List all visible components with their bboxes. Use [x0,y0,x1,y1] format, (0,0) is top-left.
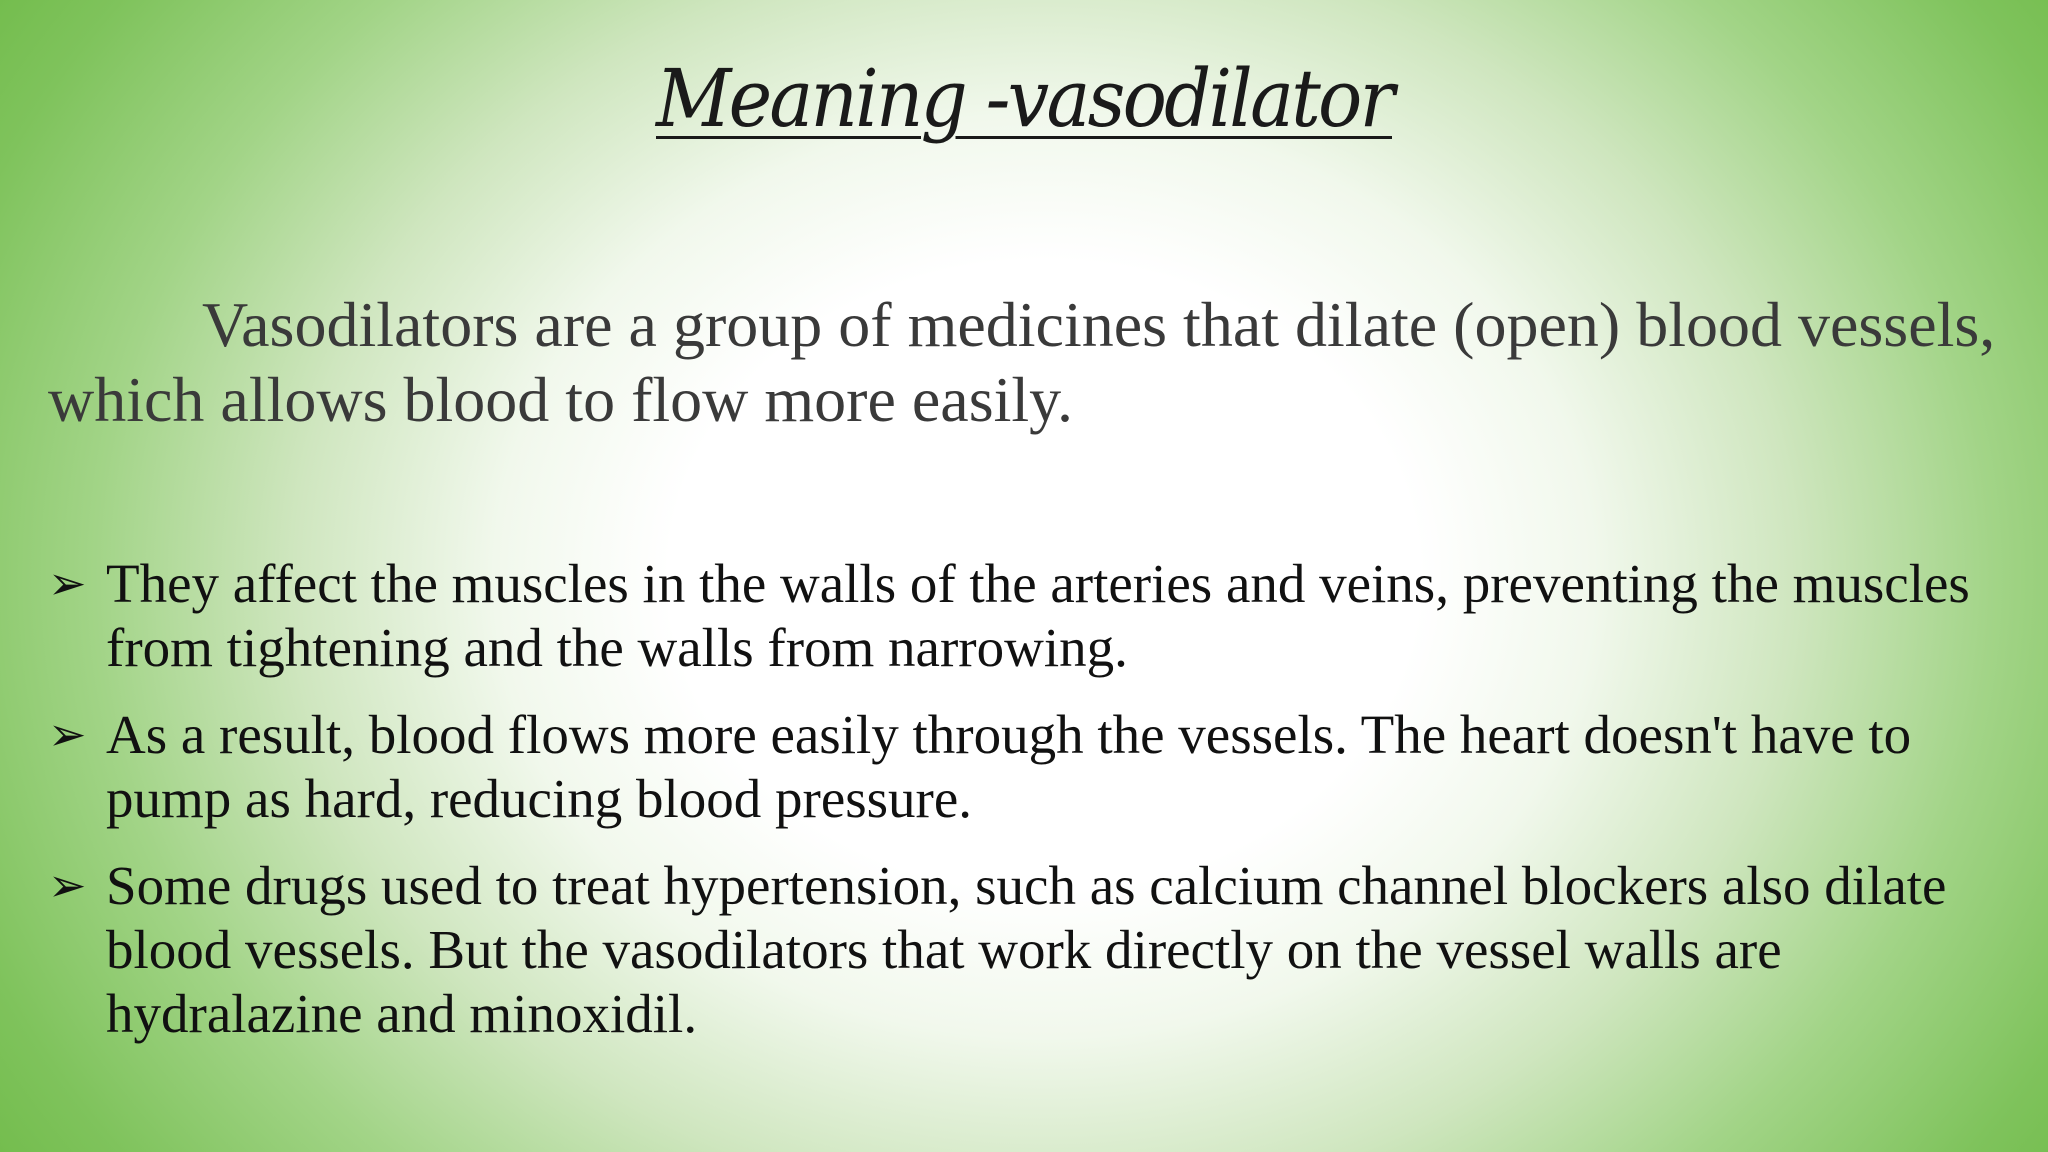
bullet-text: Some drugs used to treat hypertension, such as calcium channel blockers also dilate blood vessels. But the vasodilators that work directly on the vessel walls are hydralazine and minoxidil. [106,855,1947,1044]
arrow-bullet-icon: ➢ [48,558,87,609]
intro-paragraph: Vasodilators are a group of medicines that dilate (open) blood vessels, which allows blood to flow more easily. [48,289,1996,435]
slide-title: Meaning -vasodilator [656,52,1392,145]
bullet-text: They affect the muscles in the walls of the arteries and veins, preventing the muscles from tightening and the walls from narrowing. [106,553,1970,678]
bullet-item [48,703,2008,831]
bullet-text: As a result, blood flows more easily through the vessels. The heart doesn't have to pump as hard, reducing blood pressure. [106,704,1912,829]
bullet-list [48,552,2008,1069]
arrow-bullet-icon: ➢ [48,709,87,760]
bullet-item [48,854,2008,1046]
arrow-bullet-icon: ➢ [48,860,87,911]
bullet-item [48,552,2008,680]
